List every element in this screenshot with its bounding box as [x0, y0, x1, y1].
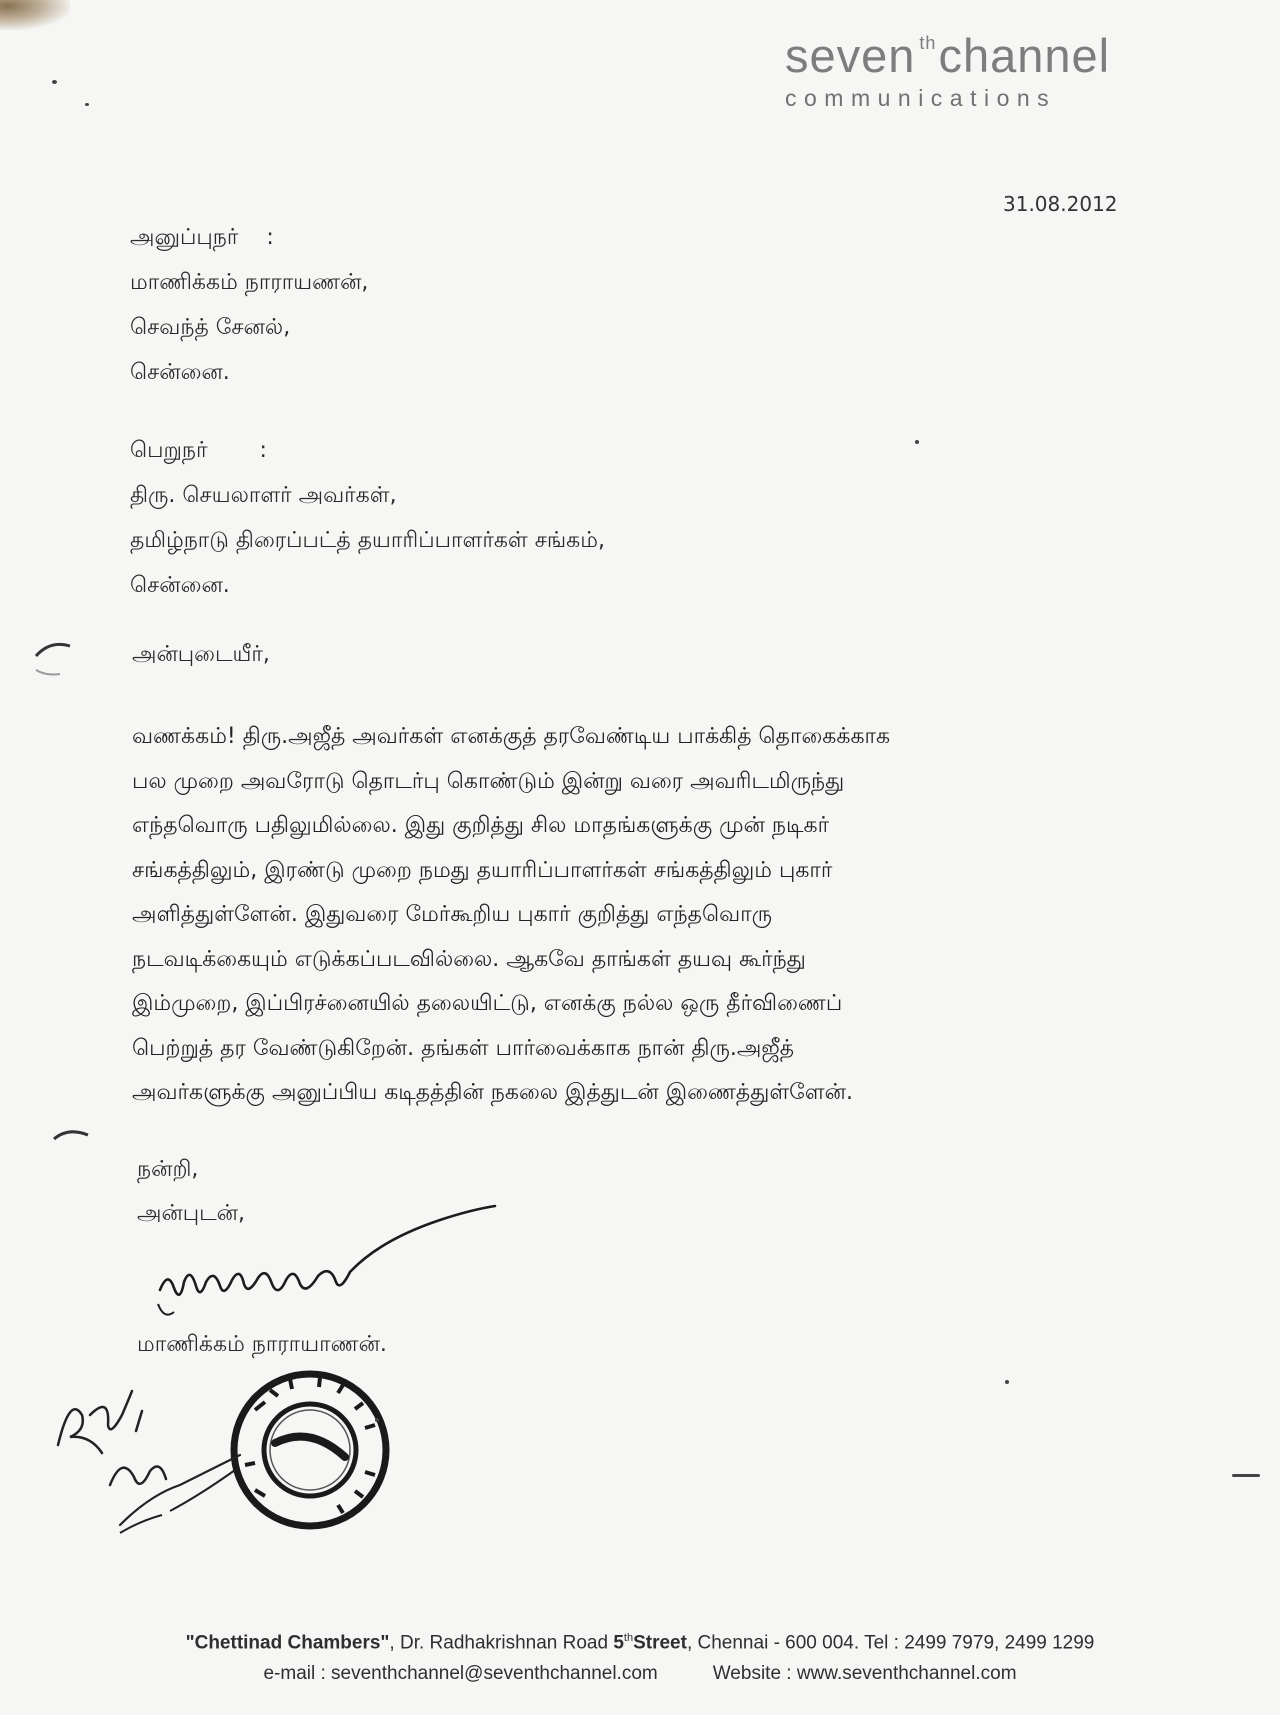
logo-sup: th	[919, 33, 937, 53]
signer-name: மாணிக்கம் நாராயாணன்.	[137, 1332, 387, 1357]
sender-label: அனுப்புநர்	[130, 225, 239, 250]
body-line: நடவடிக்கையும் எடுக்கப்படவில்லை. ஆகவே தாங்கள் தயவு கூர்ந்து	[132, 946, 806, 972]
recipient-line-3: சென்னை.	[130, 573, 230, 598]
paper-speck	[1232, 1474, 1260, 1477]
recipient-line-1: திரு. செயலாளர் அவர்கள்,	[130, 483, 397, 508]
salutation: அன்புடையீர்,	[132, 642, 270, 667]
footer-city-tel: , Chennai - 600 004. Tel : 2499 7979, 2499 1299	[686, 1632, 1095, 1654]
body-line: பல முறை அவரோடு தொடர்பு கொண்டும் இன்று வரை அவரிடமிருந்து	[132, 768, 845, 794]
closing-regards: அன்புடன்,	[137, 1201, 245, 1226]
punch-hole-mark-bottom	[50, 1125, 95, 1155]
paper-speck	[915, 440, 919, 444]
paper-speck	[52, 80, 57, 84]
body-line: சங்கத்திலும், இரண்டு முறை நமது தயாரிப்பாளர்கள் சங்கத்திலும் புகார்	[132, 857, 833, 883]
body-line: பெற்றுத் தர வேண்டுகிறேன். தங்கள் பார்வைக்காக நான் திரு.அஜீத்	[132, 1035, 795, 1061]
sender-line-2: செவந்த் சேனல்,	[130, 315, 291, 340]
footer-street-num: 5	[613, 1632, 624, 1654]
footer-email: e-mail : seventhchannel@seventhchannel.com	[263, 1663, 658, 1684]
letter-body	[132, 715, 1122, 1116]
footer-building: "Chettinad Chambers"	[185, 1632, 390, 1654]
recipient-label: பெறுநர்	[130, 438, 208, 463]
letter-date: 31.08.2012	[1003, 192, 1118, 216]
recipient-block	[130, 428, 605, 608]
logo-word-seven: seven	[785, 29, 916, 82]
body-line: வணக்கம்! திரு.அஜீத் அவர்கள் எனக்குத் தரவேண்டிய பாக்கித் தொகைக்காக	[132, 724, 891, 749]
handwritten-initials	[50, 1375, 280, 1545]
body-line: அளித்துள்ளேன். இதுவரை மேர்கூறிய புகார் குறித்து எந்தவொரு	[132, 902, 773, 927]
logo-subtitle: communications	[785, 85, 1057, 111]
sender-label-row	[130, 215, 368, 260]
paper-speck	[375, 1418, 379, 1422]
closing-thanks: நன்றி,	[137, 1157, 199, 1182]
paper-speck	[85, 103, 89, 106]
footer-road: , Dr. Radhakrishnan Road	[389, 1632, 614, 1654]
body-line: அவர்களுக்கு அனுப்பிய கடிதத்தின் நகலை இத்துடன் இணைத்துள்ளேன்.	[132, 1080, 853, 1105]
recipient-separator: :	[259, 438, 267, 463]
footer-street-sup: th	[623, 1632, 634, 1644]
letterhead-logo	[785, 29, 1145, 112]
body-line: எந்தவொரு பதிலுமில்லை. இது குறித்து சில மாதங்களுக்கு முன் நடிகர்	[132, 813, 830, 838]
paper-smudge	[0, 0, 70, 30]
punch-hole-mark-top	[30, 638, 80, 678]
logo-brand	[785, 29, 1145, 82]
footer-address	[0, 1632, 1280, 1654]
footer-website: Website : www.seventhchannel.com	[712, 1663, 1017, 1684]
recipient-label-row	[130, 428, 605, 473]
recipient-line-2: தமிழ்நாடு திரைப்பட்த் தயாரிப்பாளர்கள் சங்கம்,	[130, 528, 605, 553]
sender-block	[130, 215, 368, 395]
footer-contact	[0, 1663, 1280, 1685]
footer-street-word: Street	[633, 1632, 687, 1654]
paper-speck	[1005, 1380, 1009, 1384]
sender-separator: :	[266, 225, 274, 250]
handwritten-signature	[150, 1200, 510, 1330]
sender-line-1: மாணிக்கம் நாராயணன்,	[130, 270, 369, 295]
logo-word-channel: channel	[938, 29, 1111, 82]
sender-line-3: சென்னை.	[130, 360, 230, 385]
body-line: இம்முறை, இப்பிரச்னையில் தலையிட்டு, எனக்கு நல்ல ஒரு தீர்விணைப்	[132, 991, 843, 1016]
